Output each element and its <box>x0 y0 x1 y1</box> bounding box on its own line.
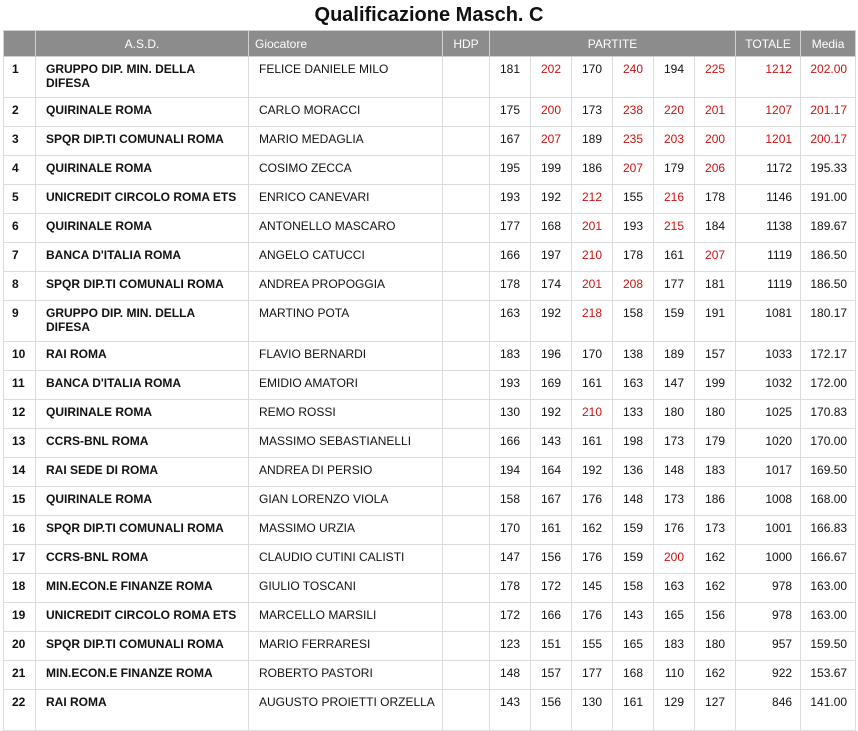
game-score-cell: 170 <box>572 57 613 98</box>
game-score-cell: 156 <box>531 545 572 574</box>
club-cell: RAI ROMA <box>36 690 249 731</box>
game-score-cell: 177 <box>490 214 531 243</box>
player-cell: MARIO FERRARESI <box>249 632 443 661</box>
hdp-cell <box>443 400 490 429</box>
player-cell: ANTONELLO MASCARO <box>249 214 443 243</box>
total-cell: 1008 <box>736 487 801 516</box>
rank-cell: 13 <box>4 429 36 458</box>
game-score-cell: 180 <box>654 400 695 429</box>
game-score-cell: 173 <box>654 487 695 516</box>
total-cell: 978 <box>736 574 801 603</box>
game-score-cell: 189 <box>572 127 613 156</box>
game-score-cell: 215 <box>654 214 695 243</box>
game-score-cell: 238 <box>613 98 654 127</box>
club-cell: QUIRINALE ROMA <box>36 156 249 185</box>
rank-cell: 19 <box>4 603 36 632</box>
game-score-cell: 151 <box>531 632 572 661</box>
average-cell: 170.83 <box>801 400 856 429</box>
game-score-cell: 206 <box>695 156 736 185</box>
player-cell: ANGELO CATUCCI <box>249 243 443 272</box>
game-score-cell: 201 <box>572 272 613 301</box>
game-score-cell: 176 <box>654 516 695 545</box>
club-cell: QUIRINALE ROMA <box>36 400 249 429</box>
hdp-cell <box>443 574 490 603</box>
game-score-cell: 202 <box>531 57 572 98</box>
game-score-cell: 203 <box>654 127 695 156</box>
club-cell: UNICREDIT CIRCOLO ROMA ETS <box>36 185 249 214</box>
game-score-cell: 130 <box>490 400 531 429</box>
game-score-cell: 181 <box>490 57 531 98</box>
game-score-cell: 158 <box>613 574 654 603</box>
player-cell: MARIO MEDAGLIA <box>249 127 443 156</box>
rank-cell: 8 <box>4 272 36 301</box>
club-cell: QUIRINALE ROMA <box>36 214 249 243</box>
game-score-cell: 178 <box>695 185 736 214</box>
game-score-cell: 225 <box>695 57 736 98</box>
game-score-cell: 177 <box>572 661 613 690</box>
game-score-cell: 169 <box>531 371 572 400</box>
game-score-cell: 162 <box>695 574 736 603</box>
game-score-cell: 194 <box>490 458 531 487</box>
club-cell: SPQR DIP.TI COMUNALI ROMA <box>36 127 249 156</box>
table-row <box>4 127 856 156</box>
club-cell: GRUPPO DIP. MIN. DELLA DIFESA <box>36 57 249 98</box>
total-cell: 1119 <box>736 272 801 301</box>
average-cell: 202.00 <box>801 57 856 98</box>
game-score-cell: 178 <box>490 272 531 301</box>
table-row <box>4 690 856 731</box>
game-score-cell: 199 <box>695 371 736 400</box>
rank-cell: 4 <box>4 156 36 185</box>
table-row <box>4 400 856 429</box>
player-cell: ENRICO CANEVARI <box>249 185 443 214</box>
average-cell: 166.83 <box>801 516 856 545</box>
player-cell: FLAVIO BERNARDI <box>249 342 443 371</box>
game-score-cell: 210 <box>572 243 613 272</box>
table-row <box>4 545 856 574</box>
game-score-cell: 166 <box>490 429 531 458</box>
game-score-cell: 166 <box>531 603 572 632</box>
game-score-cell: 218 <box>572 301 613 342</box>
game-score-cell: 186 <box>572 156 613 185</box>
game-score-cell: 136 <box>613 458 654 487</box>
hdp-cell <box>443 371 490 400</box>
game-score-cell: 155 <box>572 632 613 661</box>
game-score-cell: 147 <box>654 371 695 400</box>
hdp-cell <box>443 185 490 214</box>
table-row <box>4 574 856 603</box>
rank-cell: 18 <box>4 574 36 603</box>
table-row <box>4 301 856 342</box>
game-score-cell: 172 <box>531 574 572 603</box>
game-score-cell: 162 <box>572 516 613 545</box>
game-score-cell: 163 <box>654 574 695 603</box>
table-row <box>4 661 856 690</box>
player-cell: MASSIMO URZIA <box>249 516 443 545</box>
game-score-cell: 180 <box>695 400 736 429</box>
game-score-cell: 197 <box>531 243 572 272</box>
club-cell: SPQR DIP.TI COMUNALI ROMA <box>36 632 249 661</box>
table-row <box>4 458 856 487</box>
hdp-cell <box>443 214 490 243</box>
hdp-cell <box>443 516 490 545</box>
game-score-cell: 158 <box>490 487 531 516</box>
rank-cell: 10 <box>4 342 36 371</box>
player-cell: FELICE DANIELE MILO <box>249 57 443 98</box>
rank-cell: 7 <box>4 243 36 272</box>
table-row <box>4 156 856 185</box>
total-cell: 1025 <box>736 400 801 429</box>
game-score-cell: 168 <box>613 661 654 690</box>
game-score-cell: 191 <box>695 301 736 342</box>
player-cell: GIAN LORENZO VIOLA <box>249 487 443 516</box>
game-score-cell: 161 <box>531 516 572 545</box>
total-cell: 1033 <box>736 342 801 371</box>
total-cell: 1207 <box>736 98 801 127</box>
hdp-cell <box>443 690 490 731</box>
club-cell: RAI SEDE DI ROMA <box>36 458 249 487</box>
table-row <box>4 632 856 661</box>
game-score-cell: 162 <box>695 545 736 574</box>
game-score-cell: 170 <box>490 516 531 545</box>
hdp-cell <box>443 57 490 98</box>
table-row <box>4 516 856 545</box>
game-score-cell: 143 <box>490 690 531 731</box>
total-cell: 922 <box>736 661 801 690</box>
rank-cell: 1 <box>4 57 36 98</box>
rank-cell: 5 <box>4 185 36 214</box>
game-score-cell: 200 <box>695 127 736 156</box>
club-cell: UNICREDIT CIRCOLO ROMA ETS <box>36 603 249 632</box>
game-score-cell: 177 <box>654 272 695 301</box>
rank-cell: 14 <box>4 458 36 487</box>
game-score-cell: 164 <box>531 458 572 487</box>
hdp-cell <box>443 545 490 574</box>
table-row <box>4 185 856 214</box>
hdp-cell <box>443 603 490 632</box>
rank-cell: 9 <box>4 301 36 342</box>
game-score-cell: 179 <box>654 156 695 185</box>
hdp-cell <box>443 487 490 516</box>
total-cell: 1081 <box>736 301 801 342</box>
game-score-cell: 199 <box>531 156 572 185</box>
average-cell: 186.50 <box>801 272 856 301</box>
game-score-cell: 148 <box>613 487 654 516</box>
rank-cell: 16 <box>4 516 36 545</box>
game-score-cell: 130 <box>572 690 613 731</box>
total-cell: 1172 <box>736 156 801 185</box>
game-score-cell: 157 <box>695 342 736 371</box>
game-score-cell: 184 <box>695 214 736 243</box>
game-score-cell: 159 <box>654 301 695 342</box>
game-score-cell: 207 <box>613 156 654 185</box>
header-average: Media <box>801 31 856 57</box>
game-score-cell: 207 <box>531 127 572 156</box>
game-score-cell: 145 <box>572 574 613 603</box>
game-score-cell: 165 <box>613 632 654 661</box>
table-row <box>4 342 856 371</box>
game-score-cell: 178 <box>613 243 654 272</box>
table-header-row <box>4 31 856 57</box>
total-cell: 1020 <box>736 429 801 458</box>
game-score-cell: 193 <box>490 371 531 400</box>
game-score-cell: 158 <box>613 301 654 342</box>
game-score-cell: 220 <box>654 98 695 127</box>
hdp-cell <box>443 429 490 458</box>
page-title: Qualificazione Masch. C <box>314 4 544 26</box>
game-score-cell: 143 <box>531 429 572 458</box>
club-cell: CCRS-BNL ROMA <box>36 545 249 574</box>
table-row <box>4 57 856 98</box>
rank-cell: 17 <box>4 545 36 574</box>
game-score-cell: 167 <box>531 487 572 516</box>
game-score-cell: 129 <box>654 690 695 731</box>
game-score-cell: 212 <box>572 185 613 214</box>
hdp-cell <box>443 156 490 185</box>
game-score-cell: 138 <box>613 342 654 371</box>
game-score-cell: 186 <box>695 487 736 516</box>
hdp-cell <box>443 243 490 272</box>
club-cell: SPQR DIP.TI COMUNALI ROMA <box>36 272 249 301</box>
club-cell: QUIRINALE ROMA <box>36 487 249 516</box>
average-cell: 189.67 <box>801 214 856 243</box>
player-cell: COSIMO ZECCA <box>249 156 443 185</box>
average-cell: 159.50 <box>801 632 856 661</box>
average-cell: 163.00 <box>801 603 856 632</box>
hdp-cell <box>443 98 490 127</box>
player-cell: EMIDIO AMATORI <box>249 371 443 400</box>
rank-cell: 21 <box>4 661 36 690</box>
game-score-cell: 192 <box>531 185 572 214</box>
club-cell: QUIRINALE ROMA <box>36 98 249 127</box>
game-score-cell: 201 <box>695 98 736 127</box>
club-cell: MIN.ECON.E FINANZE ROMA <box>36 574 249 603</box>
game-score-cell: 162 <box>695 661 736 690</box>
player-cell: CLAUDIO CUTINI CALISTI <box>249 545 443 574</box>
club-cell: RAI ROMA <box>36 342 249 371</box>
club-cell: MIN.ECON.E FINANZE ROMA <box>36 661 249 690</box>
player-cell: ANDREA DI PERSIO <box>249 458 443 487</box>
game-score-cell: 173 <box>654 429 695 458</box>
total-cell: 1032 <box>736 371 801 400</box>
game-score-cell: 163 <box>613 371 654 400</box>
game-score-cell: 194 <box>654 57 695 98</box>
results-table <box>3 30 856 731</box>
table-row <box>4 243 856 272</box>
table-row <box>4 214 856 243</box>
hdp-cell <box>443 127 490 156</box>
game-score-cell: 174 <box>531 272 572 301</box>
total-cell: 1017 <box>736 458 801 487</box>
game-score-cell: 159 <box>613 545 654 574</box>
club-cell: BANCA D'ITALIA ROMA <box>36 243 249 272</box>
average-cell: 201.17 <box>801 98 856 127</box>
game-score-cell: 200 <box>531 98 572 127</box>
player-cell: MARCELLO MARSILI <box>249 603 443 632</box>
game-score-cell: 216 <box>654 185 695 214</box>
player-cell: ROBERTO PASTORI <box>249 661 443 690</box>
player-cell: MASSIMO SEBASTIANELLI <box>249 429 443 458</box>
table-body <box>4 57 856 731</box>
average-cell: 141.00 <box>801 690 856 731</box>
game-score-cell: 193 <box>490 185 531 214</box>
game-score-cell: 163 <box>490 301 531 342</box>
header-hdp: HDP <box>443 31 490 57</box>
average-cell: 166.67 <box>801 545 856 574</box>
hdp-cell <box>443 342 490 371</box>
club-cell: BANCA D'ITALIA ROMA <box>36 371 249 400</box>
club-cell: SPQR DIP.TI COMUNALI ROMA <box>36 516 249 545</box>
game-score-cell: 179 <box>695 429 736 458</box>
total-cell: 978 <box>736 603 801 632</box>
total-cell: 1138 <box>736 214 801 243</box>
total-cell: 1001 <box>736 516 801 545</box>
header-rank <box>4 31 36 57</box>
player-cell: REMO ROSSI <box>249 400 443 429</box>
game-score-cell: 175 <box>490 98 531 127</box>
game-score-cell: 198 <box>613 429 654 458</box>
average-cell: 195.33 <box>801 156 856 185</box>
game-score-cell: 156 <box>531 690 572 731</box>
game-score-cell: 176 <box>572 545 613 574</box>
game-score-cell: 173 <box>572 98 613 127</box>
average-cell: 169.50 <box>801 458 856 487</box>
table-row <box>4 371 856 400</box>
total-cell: 1212 <box>736 57 801 98</box>
game-score-cell: 170 <box>572 342 613 371</box>
hdp-cell <box>443 632 490 661</box>
rank-cell: 12 <box>4 400 36 429</box>
game-score-cell: 161 <box>572 429 613 458</box>
game-score-cell: 180 <box>695 632 736 661</box>
rank-cell: 3 <box>4 127 36 156</box>
game-score-cell: 207 <box>695 243 736 272</box>
average-cell: 153.67 <box>801 661 856 690</box>
game-score-cell: 148 <box>490 661 531 690</box>
game-score-cell: 161 <box>572 371 613 400</box>
game-score-cell: 127 <box>695 690 736 731</box>
player-cell: ANDREA PROPOGGIA <box>249 272 443 301</box>
game-score-cell: 168 <box>531 214 572 243</box>
rank-cell: 22 <box>4 690 36 731</box>
game-score-cell: 133 <box>613 400 654 429</box>
game-score-cell: 193 <box>613 214 654 243</box>
average-cell: 172.00 <box>801 371 856 400</box>
total-cell: 1201 <box>736 127 801 156</box>
table-row <box>4 603 856 632</box>
total-cell: 1119 <box>736 243 801 272</box>
hdp-cell <box>443 301 490 342</box>
game-score-cell: 156 <box>695 603 736 632</box>
game-score-cell: 210 <box>572 400 613 429</box>
average-cell: 180.17 <box>801 301 856 342</box>
total-cell: 1146 <box>736 185 801 214</box>
rank-cell: 15 <box>4 487 36 516</box>
total-cell: 957 <box>736 632 801 661</box>
player-cell: CARLO MORACCI <box>249 98 443 127</box>
game-score-cell: 165 <box>654 603 695 632</box>
player-cell: AUGUSTO PROIETTI ORZELLA <box>249 690 443 731</box>
game-score-cell: 192 <box>531 400 572 429</box>
game-score-cell: 208 <box>613 272 654 301</box>
table-row <box>4 272 856 301</box>
game-score-cell: 192 <box>531 301 572 342</box>
table-row <box>4 98 856 127</box>
game-score-cell: 176 <box>572 487 613 516</box>
game-score-cell: 173 <box>695 516 736 545</box>
game-score-cell: 155 <box>613 185 654 214</box>
game-score-cell: 195 <box>490 156 531 185</box>
game-score-cell: 143 <box>613 603 654 632</box>
game-score-cell: 161 <box>654 243 695 272</box>
hdp-cell <box>443 661 490 690</box>
game-score-cell: 183 <box>654 632 695 661</box>
game-score-cell: 235 <box>613 127 654 156</box>
hdp-cell <box>443 458 490 487</box>
game-score-cell: 147 <box>490 545 531 574</box>
hdp-cell <box>443 272 490 301</box>
average-cell: 163.00 <box>801 574 856 603</box>
total-cell: 1000 <box>736 545 801 574</box>
game-score-cell: 166 <box>490 243 531 272</box>
rank-cell: 2 <box>4 98 36 127</box>
rank-cell: 6 <box>4 214 36 243</box>
game-score-cell: 159 <box>613 516 654 545</box>
average-cell: 191.00 <box>801 185 856 214</box>
game-score-cell: 178 <box>490 574 531 603</box>
average-cell: 200.17 <box>801 127 856 156</box>
rank-cell: 11 <box>4 371 36 400</box>
game-score-cell: 200 <box>654 545 695 574</box>
average-cell: 172.17 <box>801 342 856 371</box>
player-cell: GIULIO TOSCANI <box>249 574 443 603</box>
game-score-cell: 201 <box>572 214 613 243</box>
game-score-cell: 192 <box>572 458 613 487</box>
table-row <box>4 429 856 458</box>
table-row <box>4 487 856 516</box>
game-score-cell: 161 <box>613 690 654 731</box>
total-cell: 846 <box>736 690 801 731</box>
rank-cell: 20 <box>4 632 36 661</box>
game-score-cell: 172 <box>490 603 531 632</box>
game-score-cell: 183 <box>490 342 531 371</box>
game-score-cell: 196 <box>531 342 572 371</box>
club-cell: CCRS-BNL ROMA <box>36 429 249 458</box>
game-score-cell: 148 <box>654 458 695 487</box>
header-total: TOTALE <box>736 31 801 57</box>
game-score-cell: 189 <box>654 342 695 371</box>
game-score-cell: 110 <box>654 661 695 690</box>
game-score-cell: 167 <box>490 127 531 156</box>
header-club: A.S.D. <box>36 31 249 57</box>
game-score-cell: 240 <box>613 57 654 98</box>
header-games: PARTITE <box>490 31 736 57</box>
game-score-cell: 183 <box>695 458 736 487</box>
game-score-cell: 176 <box>572 603 613 632</box>
player-cell: MARTINO POTA <box>249 301 443 342</box>
average-cell: 170.00 <box>801 429 856 458</box>
game-score-cell: 123 <box>490 632 531 661</box>
average-cell: 168.00 <box>801 487 856 516</box>
average-cell: 186.50 <box>801 243 856 272</box>
club-cell: GRUPPO DIP. MIN. DELLA DIFESA <box>36 301 249 342</box>
game-score-cell: 157 <box>531 661 572 690</box>
header-player: Giocatore <box>249 31 443 57</box>
game-score-cell: 181 <box>695 272 736 301</box>
